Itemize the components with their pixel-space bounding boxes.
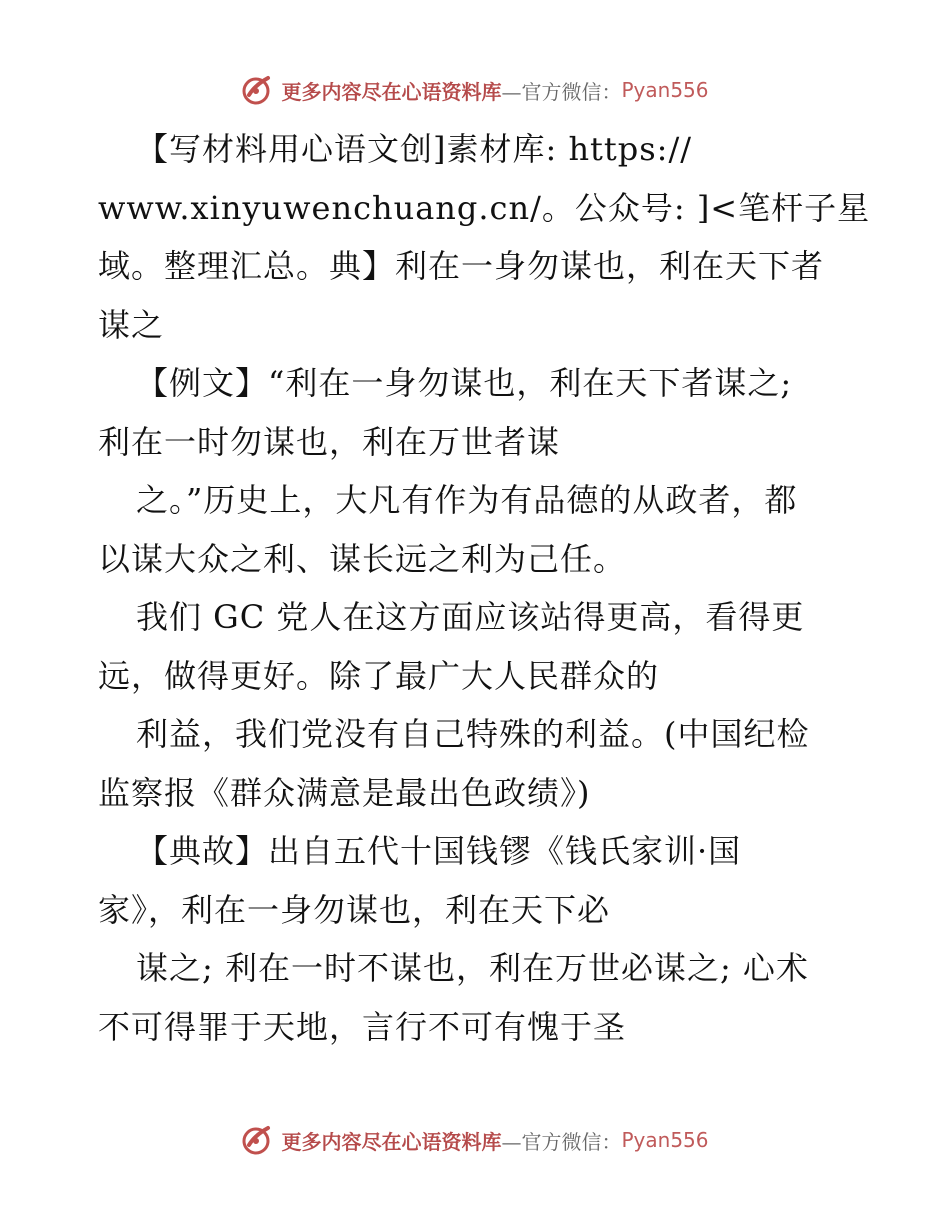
body-line: 【写材料用心语文创]素材库: https:// (136, 130, 693, 168)
document-body (98, 120, 871, 1056)
body-line: 【典故】出自五代十国钱镠《钱氏家训·国 (136, 832, 742, 870)
body-line: 家》，利在一身勿谋也，利在天下必 (98, 890, 611, 929)
promo-separator-text: —官方微信： (501, 1129, 622, 1154)
brush-logo-icon (241, 1123, 275, 1157)
body-line: 【例文】“利在一身勿谋也，利在天下者谋之; (136, 364, 793, 402)
body-line: 利在一时勿谋也，利在万世者谋 (98, 422, 561, 461)
promo-separator-text: —官方微信： (501, 79, 622, 104)
footer-promo-banner (0, 1122, 950, 1158)
brush-logo-icon (241, 73, 275, 107)
body-line: 以谋大众之利、谋长远之利为己任。 (98, 539, 627, 578)
body-line: www.xinyuwenchuang.cn/。公众号: ]<笔杆子星 (98, 188, 871, 227)
body-line: 谋之; 利在一时不谋也，利在万世必谋之; 心术 (136, 949, 809, 987)
header-promo-banner (0, 72, 950, 108)
wechat-id: Pyan556 (621, 78, 709, 102)
body-line: 域。整理汇总。典】利在一身勿谋也，利在天下者 (98, 247, 825, 285)
body-line: 之。”历史上，大凡有作为有品德的从政者，都 (136, 481, 798, 519)
promo-text: 更多内容尽在心语资料库 (281, 1129, 502, 1154)
wechat-id: Pyan556 (621, 1128, 709, 1152)
body-line: 远，做得更好。除了最广大人民群众的 (98, 656, 660, 695)
body-line: 利益，我们党没有自己特殊的利益。(中国纪检 (136, 715, 810, 753)
body-line: 我们 GC 党人在这方面应该站得更高，看得更 (136, 598, 805, 636)
promo-text: 更多内容尽在心语资料库 (281, 79, 502, 104)
body-line: 监察报《群众满意是最出色政绩》) (98, 773, 591, 812)
body-line: 不可得罪于天地，言行不可有愧于圣 (98, 1007, 627, 1046)
body-line: 谋之 (98, 305, 165, 344)
